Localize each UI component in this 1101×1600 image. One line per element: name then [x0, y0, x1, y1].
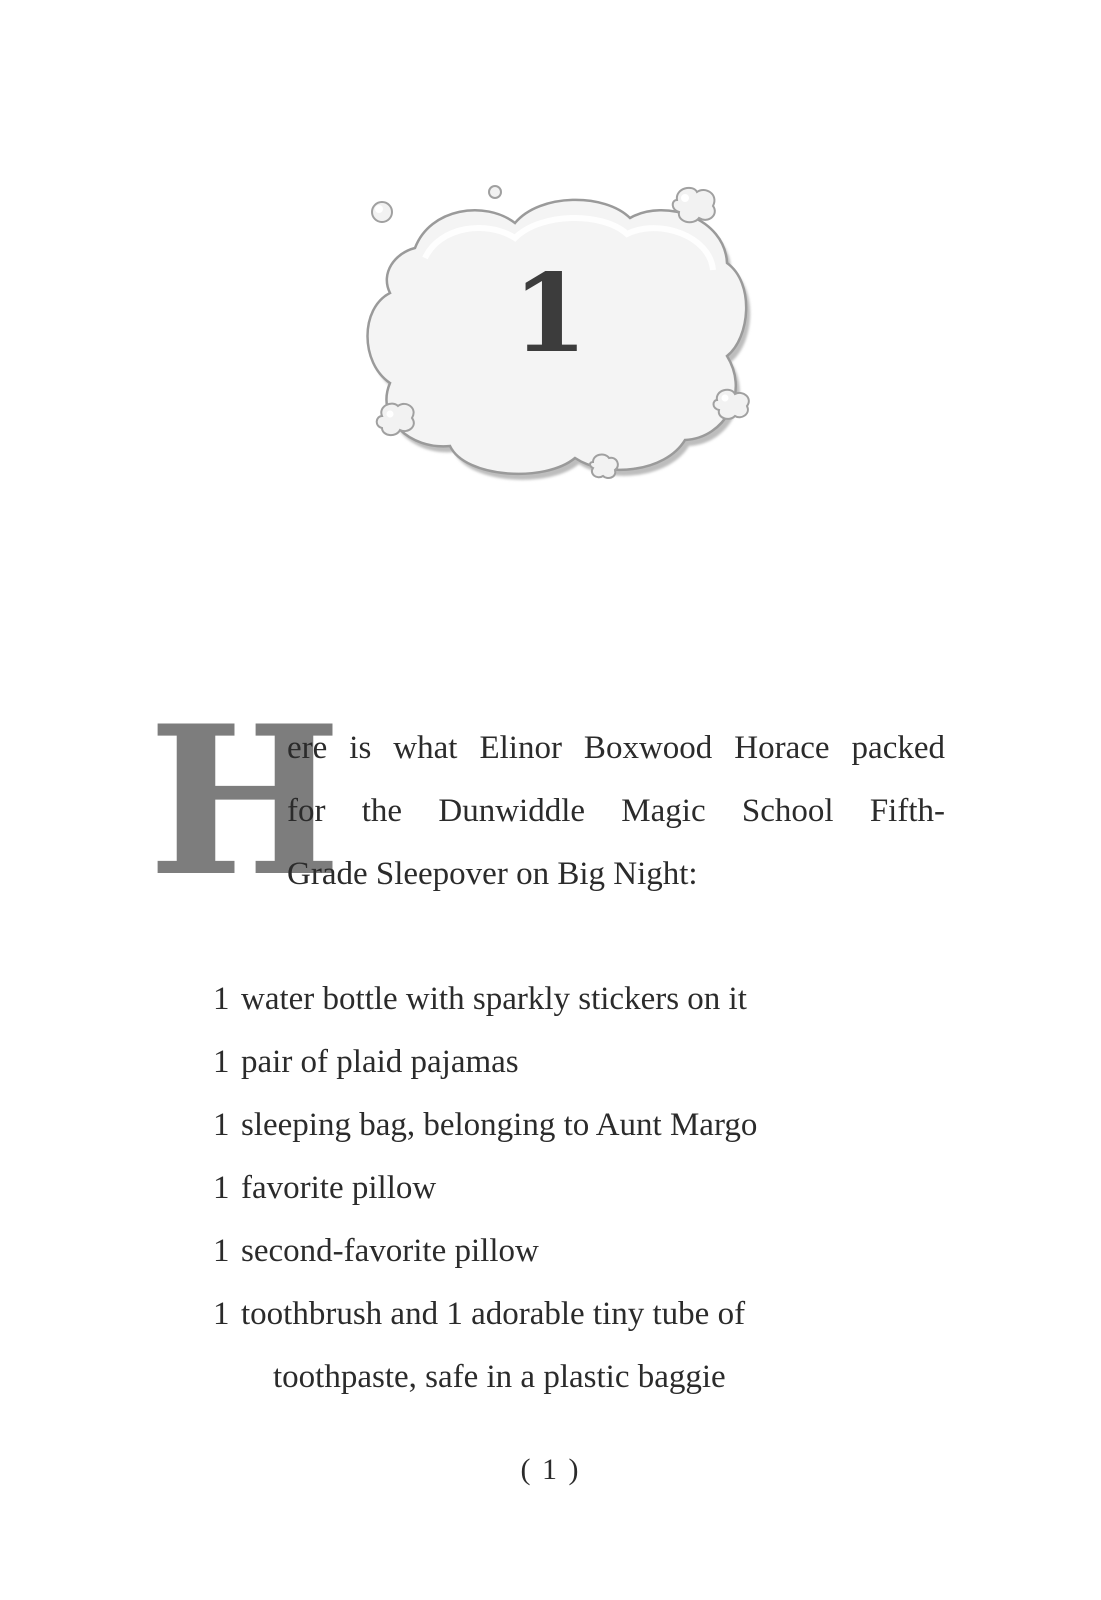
chapter-number: 1: [512, 251, 588, 377]
list-item-quantity: 1: [213, 1044, 230, 1080]
list-item-quantity: 1: [213, 1296, 230, 1332]
list-item: [213, 1105, 757, 1145]
list-item-quantity: 1: [213, 1170, 230, 1206]
list-item: [213, 979, 747, 1019]
list-item-text: pair of plaid pajamas: [241, 1044, 519, 1080]
drop-cap: H: [148, 682, 342, 922]
list-item-text: favorite pillow: [241, 1170, 437, 1206]
list-item-quantity: 1: [213, 1107, 230, 1143]
list-item-text: water bottle with sparkly stickers on it: [241, 981, 747, 1017]
opening-line-3: Grade Sleepover on Big Night:: [287, 856, 698, 892]
opening-line-2: for the Dunwiddle Magic School Fifth-: [287, 793, 945, 829]
page-number: ( 1 ): [520, 1453, 581, 1486]
list-item-quantity: 1: [213, 981, 230, 1017]
list-item: [213, 1294, 745, 1334]
list-item: [213, 1168, 436, 1208]
list-item-text: toothbrush and 1 adorable tiny tube of: [241, 1296, 746, 1332]
list-item: [213, 1231, 539, 1271]
list-item-text: second-favorite pillow: [241, 1233, 539, 1269]
list-item-quantity: 1: [213, 1233, 230, 1269]
list-item: [213, 1042, 519, 1082]
opening-line-1: ere is what Elinor Boxwood Horace packed: [287, 730, 945, 766]
list-item-continuation: toothpaste, safe in a plastic baggie: [273, 1359, 726, 1395]
list-item-text: sleeping bag, belonging to Aunt Margo: [241, 1107, 758, 1143]
